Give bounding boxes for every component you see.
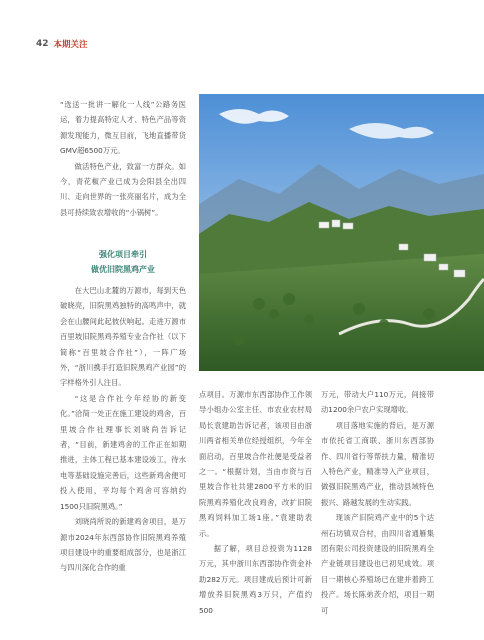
paragraph: 项目落地实施的背后，是万源市依托省工商联、浙川东西部协作、四川省行等帮扶力量，精准切入特色产业，精准导入产业项目，做强旧院黑鸡产业，推动县域特色振兴、路越发展的生动实践。: [321, 420, 434, 507]
paragraph: “选送一批讲一解化一人线”公路务医运，着力提高特定人才、特色产品等资源发现能力，微互目前，飞地直播带货GMV超6500万元。: [60, 100, 186, 156]
article-column-1b: [60, 283, 186, 576]
paragraph: 现该产旧院鸡产业中的5个达州石坊镇双合村，由四川省通雁集团有限公司投资建设的旧院黑鸡全产业链项目建设也已初见成效。项目一期核心养殖场已在建并着跨工投产。场长陈弟茨介绍，项目一期可: [321, 513, 434, 615]
page-number: 42: [36, 39, 49, 49]
paragraph: 刘晓尚所说的新建鸡舍项目，是万源市2024年东西部协作旧院黑鸡养殖项目建设中的重要组成部分，也是浙江与四川深化合作的重: [60, 517, 186, 573]
paragraph: 做活特色产业，致富一方群众。如今，青花椒产业已成为会阳县全出四川、走向世界的一张亮丽名片，成为全县可持续致农增收的“小锅树”。: [60, 161, 186, 217]
subheading-line-1: 强化项目牵引: [99, 250, 147, 259]
paragraph: 点项目。万源市东西部协作工作领导小组办公室主任、市农业农村局局长袁建助告诉记者，该项目由浙川两省相关单位经授组织，今年全面启动，百里坡合作社便是受益者之一。“根据计划，当由市资与百里坡合作社共建2800平方米的旧院黑鸡养殖化改良鸡舍，改扩旧院黑鸡饲料加工场1座。”袁建助表示。: [199, 390, 312, 538]
mountain-village-photo: [199, 94, 484, 371]
section-title: 本期关注: [53, 40, 88, 50]
paragraph: 在大巴山北麓的万源市，每到天色破晓亮，旧院黑鸡独特的高鸣声中，就会在山腰间此起彼伏响起。走进万源市百里坡旧院黑鸡养殖专业合作社（以下简称“百里坡合作社”），一阵广场外，“浙川携手打造旧院黑鸡产业园”的字样格外引人注目。: [60, 286, 186, 388]
article-column-3: [321, 387, 434, 618]
subheading-line-2: 做优旧院黑鸡产业: [91, 265, 155, 274]
article-column-1: [60, 97, 186, 220]
paragraph: “这是合作社今年经协的新变化。”洽简一处正在施工建设的鸡舍，百里坡合作社理事长刘晓尚告诉记者，“目前，新建鸡舍的工作正在如期推进，主体工程已基本建设竣工，待水电等基础设施完善后，这些新鸡舍便可投入使用，平均每个鸡舍可容纳约1500只旧院黑鸡。”: [60, 393, 186, 511]
page-header: [36, 37, 88, 51]
paragraph: 万元，带动大户110万元，间接带动1200余户农户实现增收。: [321, 390, 434, 415]
paragraph: 据了解，项目总投资为1128万元，其中浙川东西部协作资金补助282万元。项目建成后预计可新增放养旧院黑鸡3万只，产值约500: [199, 544, 312, 615]
subheading: [60, 247, 186, 277]
article-column-2: [199, 387, 312, 618]
